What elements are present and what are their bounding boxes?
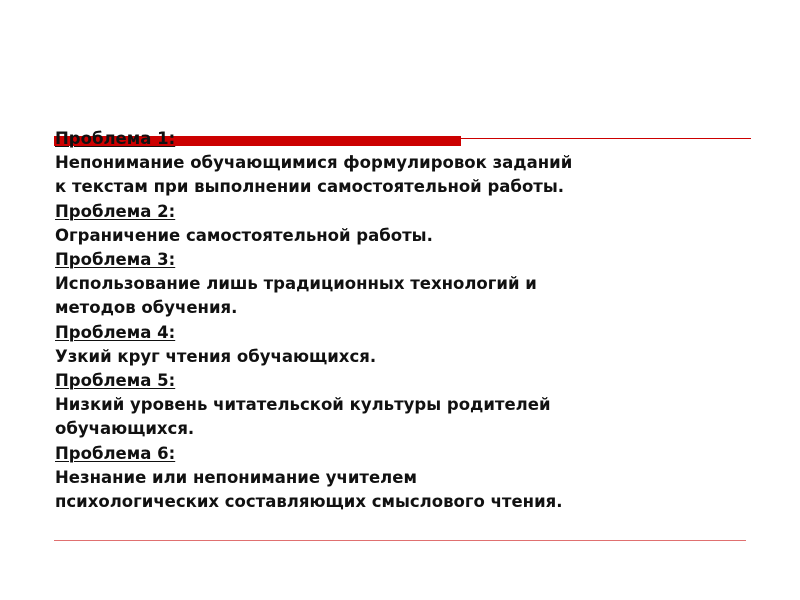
problem-block-6 xyxy=(55,442,745,515)
problem-heading-5: Проблема 5: xyxy=(55,371,176,391)
problem-text-1-line-2: к текстам при выполнении самостоятельной работы. xyxy=(55,177,565,197)
problem-heading-4: Проблема 4: xyxy=(55,322,176,342)
problem-text-2-line-1: Ограничение самостоятельной работы. xyxy=(55,225,433,245)
bottom-divider xyxy=(54,540,746,541)
problems-list xyxy=(55,127,745,514)
problem-text-3-line-2: методов обучения. xyxy=(55,298,238,318)
problem-text-6-line-1: Незнание или непонимание учителем xyxy=(55,467,417,487)
problem-block-4 xyxy=(55,321,745,369)
problem-text-5-line-1: Низкий уровень читательской культуры родителей xyxy=(55,395,551,415)
problem-heading-2: Проблема 2: xyxy=(55,201,176,221)
problem-block-5 xyxy=(55,369,745,442)
problem-heading-6: Проблема 6: xyxy=(55,443,176,463)
problem-text-1-line-1: Непонимание обучающимися формулировок заданий xyxy=(55,153,573,173)
problem-block-2 xyxy=(55,200,745,248)
problem-heading-1: Проблема 1: xyxy=(55,129,176,148)
problem-text-5-line-2: обучающихся. xyxy=(55,419,195,439)
problem-block-1 xyxy=(55,127,745,200)
problem-heading-3: Проблема 3: xyxy=(55,250,176,270)
problem-text-6-line-2: психологических составляющих смыслового чтения. xyxy=(55,492,563,512)
problem-text-4-line-1: Узкий круг чтения обучающихся. xyxy=(55,346,377,366)
problem-block-3 xyxy=(55,248,745,321)
problem-text-3-line-1: Использование лишь традиционных технологий и xyxy=(55,274,537,294)
